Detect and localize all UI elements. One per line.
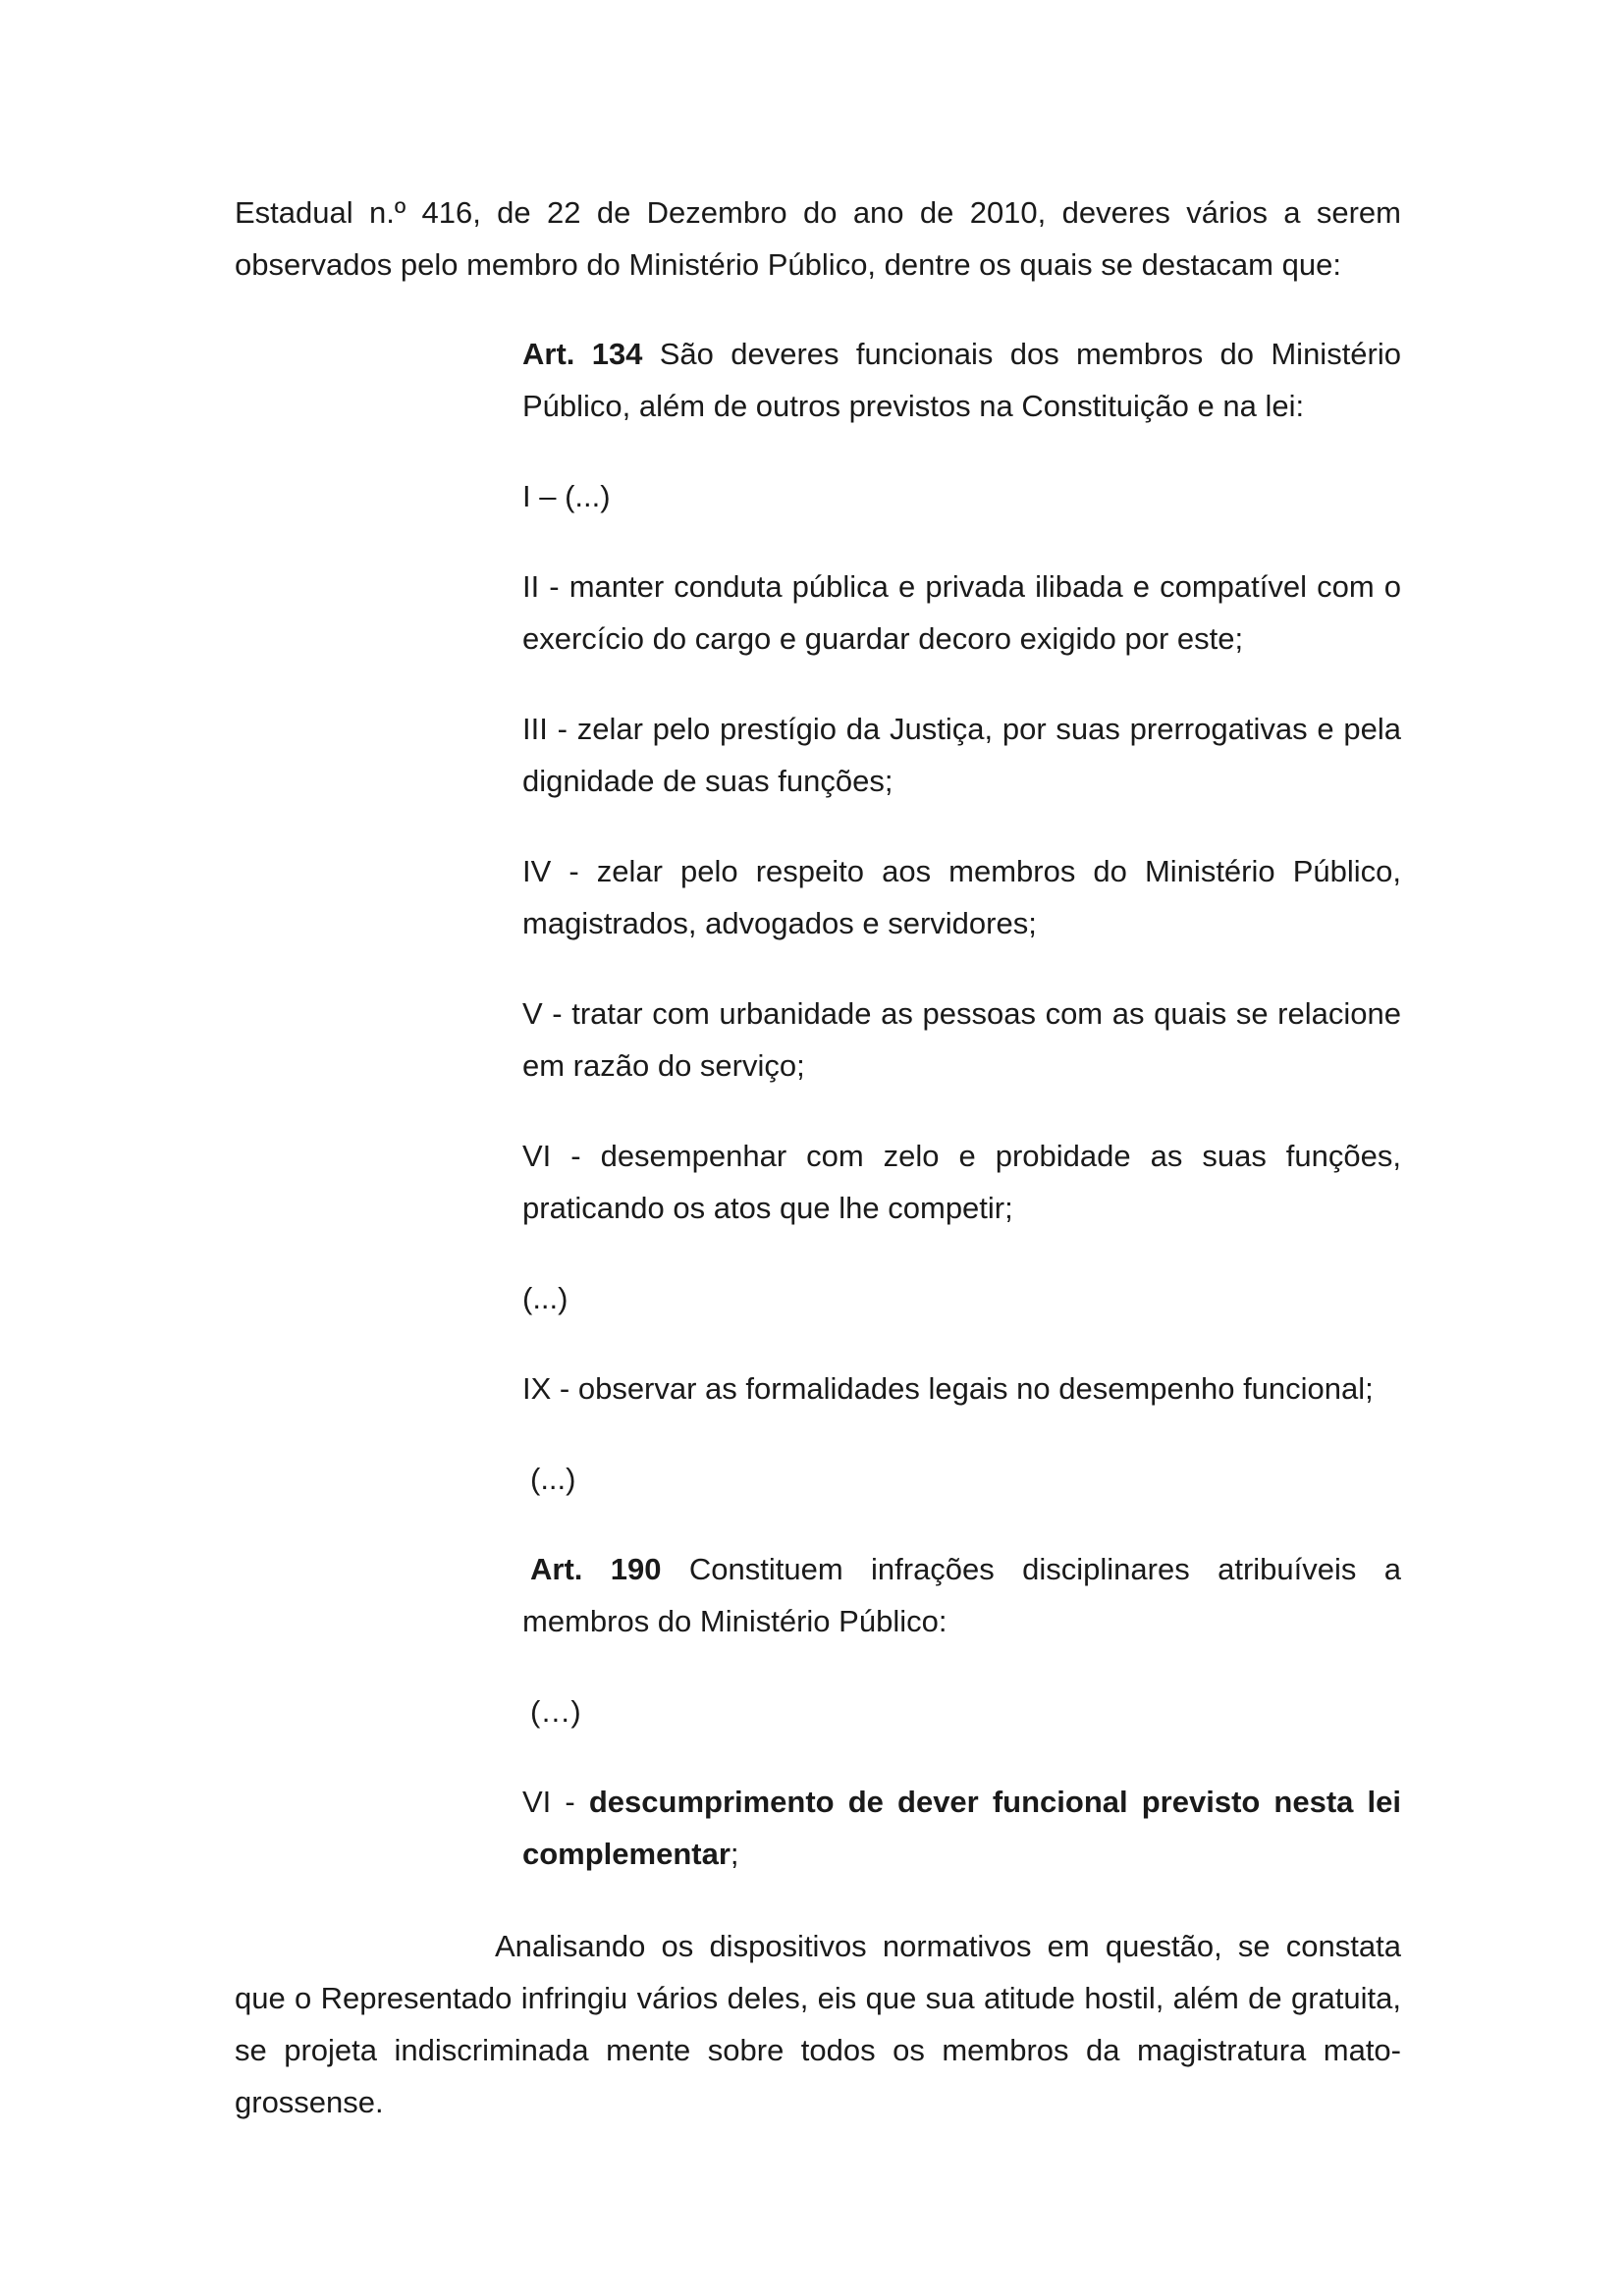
art-190-text: Constituem infrações disciplinares atribuíveis a membros do Ministério Público: [522, 1552, 1401, 1638]
item-vi-infraction [522, 1776, 1401, 1880]
conclusion-paragraph: Analisando os dispositivos normativos em questão, se constata que o Representado infringiu vários deles, eis que sua atitude hostil, além de gratuita, se projeta indiscriminada mente sobre todos os membros da magistratura mato-grossense. [235, 1929, 1401, 2119]
legal-quote-block [522, 328, 1401, 1918]
item-iv: IV - zelar pelo respeito aos membros do Ministério Público, magistrados, advogados e servidores; [522, 854, 1401, 940]
ellipsis-1: (...) [522, 1281, 568, 1315]
item-vi-infraction-bold: descumprimento de dever funcional previsto nesta lei complementar [522, 1785, 1401, 1871]
art-134-paragraph [522, 328, 1401, 432]
intro-paragraph: Estadual n.º 416, de 22 de Dezembro do ano de 2010, deveres vários a serem observados pelo membro do Ministério Público, dentre os quais se destacam que: [235, 195, 1401, 282]
item-vi-infraction-prefix: VI - [522, 1785, 589, 1819]
ellipsis-3: (…) [530, 1694, 581, 1729]
ellipsis-2: (...) [530, 1462, 576, 1496]
item-i: I – (...) [522, 479, 611, 513]
art-134-text: São deveres funcionais dos membros do Ministério Público, além de outros previstos na Constituição e na lei: [522, 337, 1401, 423]
art-134-label: Art. 134 [522, 337, 643, 371]
item-ii: II - manter conduta pública e privada ilibada e compatível com o exercício do cargo e guardar decoro exigido por este; [522, 569, 1401, 656]
item-vi: VI - desempenhar com zelo e probidade as suas funções, praticando os atos que lhe competir; [522, 1139, 1401, 1225]
art-190-paragraph [522, 1543, 1401, 1647]
item-v: V - tratar com urbanidade as pessoas com as quais se relacione em razão do serviço; [522, 996, 1401, 1083]
item-vi-infraction-suffix: ; [730, 1837, 739, 1871]
item-iii: III - zelar pelo prestígio da Justiça, por suas prerrogativas e pela dignidade de suas funções; [522, 712, 1401, 798]
item-ix: IX - observar as formalidades legais no desempenho funcional; [522, 1371, 1374, 1406]
art-190-label: Art. 190 [530, 1552, 662, 1586]
